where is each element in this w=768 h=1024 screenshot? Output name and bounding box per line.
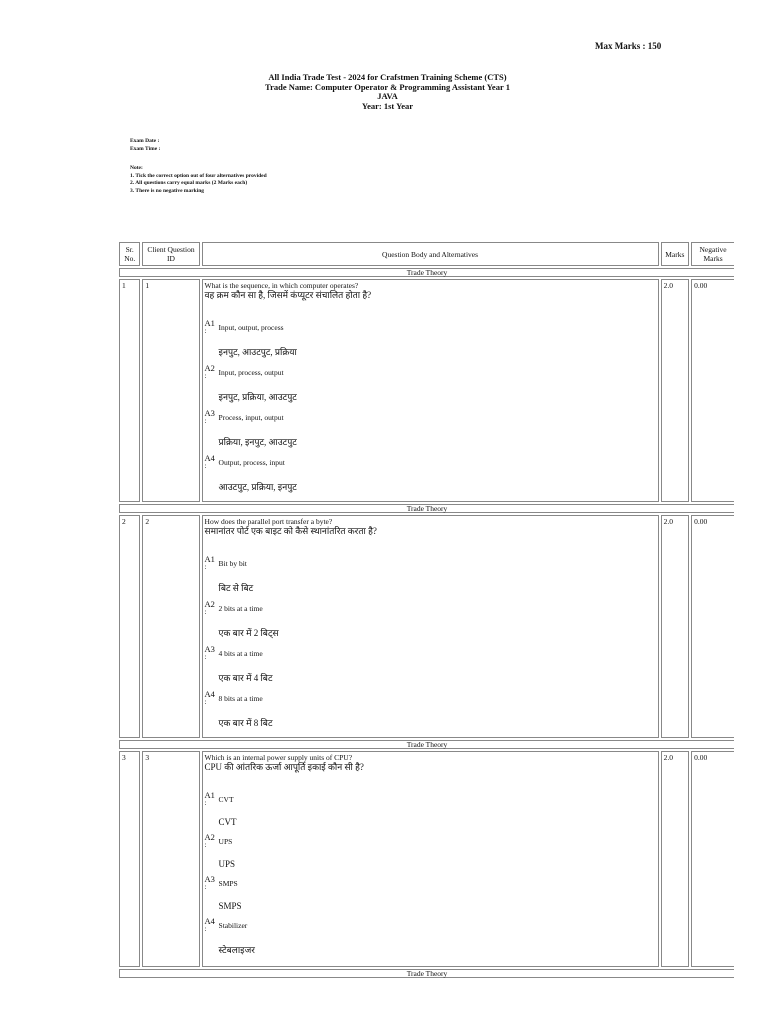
option bbox=[205, 409, 656, 448]
option-label: A3 : bbox=[204, 408, 215, 425]
option-text-hi: बिट से बिट bbox=[218, 583, 254, 593]
question-row bbox=[119, 515, 734, 738]
option-label: A1 : bbox=[204, 554, 215, 571]
col-header-client-qid: Client Question ID bbox=[142, 242, 199, 266]
note-item: 3. There is no negative marking bbox=[130, 187, 205, 194]
option-text-hi: स्टेबलाइजर bbox=[218, 945, 255, 955]
option-text-hi: CVT bbox=[218, 817, 237, 827]
option-text-hi: एक बार में 4 बिट bbox=[218, 673, 273, 683]
question-text-en: Which is an internal power supply units of CPU? bbox=[204, 753, 353, 762]
section-row bbox=[119, 740, 734, 749]
exam-title-block bbox=[0, 73, 768, 111]
option-text-en: 4 bits at a time bbox=[218, 649, 263, 658]
note-title: Note: bbox=[130, 165, 143, 171]
question-row bbox=[119, 751, 734, 967]
question-text-hi: समानांतर पोर्ट एक बाइट को कैसे स्थानांतरित करता है? bbox=[204, 526, 377, 536]
section-label: Trade Theory bbox=[119, 740, 734, 749]
question-negative-marks: 0.00 bbox=[691, 751, 734, 967]
exam-time: Exam Time : bbox=[130, 145, 161, 152]
question-row bbox=[119, 279, 734, 502]
question-marks: 2.0 bbox=[661, 515, 690, 738]
option bbox=[205, 791, 656, 827]
option-label: A2 : bbox=[204, 832, 215, 849]
option-text-hi: आउटपुट, प्रक्रिया, इनपुट bbox=[218, 482, 297, 492]
option-text-en: 8 bits at a time bbox=[218, 694, 263, 703]
section-label: Trade Theory bbox=[119, 969, 734, 978]
question-client-id: 2 bbox=[142, 515, 199, 738]
note-item: 2. All questions carry equal marks (2 Marks each) bbox=[130, 180, 248, 186]
question-sr: 3 bbox=[119, 751, 140, 967]
question-text-hi: CPU की आंतरिक ऊर्जा आपूर्ति इकाई कौन सी है? bbox=[204, 762, 364, 772]
notes-block bbox=[130, 165, 267, 195]
section-row bbox=[119, 969, 734, 978]
option-label: A2 : bbox=[204, 363, 215, 380]
option-label: A1 : bbox=[204, 790, 215, 807]
col-header-sr-no: Sr. No. bbox=[119, 242, 140, 266]
question-negative-marks: 0.00 bbox=[691, 515, 734, 738]
option-text-hi: इनपुट, आउटपुट, प्रक्रिया bbox=[218, 347, 297, 357]
exam-info bbox=[130, 138, 160, 153]
table-header-row bbox=[119, 242, 734, 266]
section-label: Trade Theory bbox=[119, 268, 734, 277]
question-marks: 2.0 bbox=[661, 279, 690, 502]
question-text-hi: वह क्रम कौन सा है, जिसमें कंप्यूटर संचालित होता है? bbox=[204, 290, 372, 300]
question-sr: 2 bbox=[119, 515, 140, 738]
option-text-hi: एक बार में 8 बिट bbox=[218, 718, 273, 728]
option-text-en: UPS bbox=[218, 837, 233, 846]
col-header-negative-marks: Negative Marks bbox=[691, 242, 734, 266]
option-label: A4 : bbox=[204, 453, 215, 470]
option-text-en: Process, input, output bbox=[218, 413, 284, 422]
option-text-hi: UPS bbox=[218, 859, 236, 869]
option bbox=[205, 319, 656, 358]
question-table-container bbox=[117, 240, 734, 990]
option-text-en: CVT bbox=[218, 795, 234, 804]
question-body bbox=[202, 515, 659, 738]
option bbox=[205, 833, 656, 869]
question-text-en: What is the sequence, in which computer operates? bbox=[204, 281, 359, 290]
col-header-question-body: Question Body and Alternatives bbox=[202, 242, 659, 266]
option bbox=[205, 875, 656, 911]
option-text-en: Input, process, output bbox=[218, 368, 284, 377]
option bbox=[205, 690, 656, 729]
question-client-id: 3 bbox=[142, 751, 199, 967]
option-label: A1 : bbox=[204, 318, 215, 335]
option-text-hi: इनपुट, प्रक्रिया, आउटपुट bbox=[218, 392, 297, 402]
option-text-hi: एक बार में 2 बिट्स bbox=[218, 628, 279, 638]
question-text-en: How does the parallel port transfer a byte? bbox=[204, 517, 333, 526]
option bbox=[205, 454, 656, 493]
trade-name: Trade Name: Computer Operator & Programming Assistant Year 1 bbox=[265, 81, 510, 92]
section-label: Trade Theory bbox=[119, 504, 734, 513]
exam-title: All India Trade Test - 2024 for Crafstmen Training Scheme (CTS) bbox=[268, 72, 507, 82]
section-row bbox=[119, 504, 734, 513]
col-header-marks: Marks bbox=[661, 242, 690, 266]
option-text-en: SMPS bbox=[218, 879, 238, 888]
option-text-hi: प्रक्रिया, इनपुट, आउटपुट bbox=[218, 437, 297, 447]
exam-date: Exam Date : bbox=[130, 138, 160, 144]
option-text-en: 2 bits at a time bbox=[218, 604, 263, 613]
question-negative-marks: 0.00 bbox=[691, 279, 734, 502]
option-label: A4 : bbox=[204, 689, 215, 706]
option-text-hi: SMPS bbox=[218, 901, 242, 911]
question-marks: 2.0 bbox=[661, 751, 690, 967]
option-label: A4 : bbox=[204, 916, 215, 933]
option bbox=[205, 645, 656, 684]
question-table bbox=[117, 240, 734, 980]
question-body bbox=[202, 751, 659, 967]
option-label: A3 : bbox=[204, 644, 215, 661]
subject-name: JAVA bbox=[377, 91, 398, 101]
section-row bbox=[119, 268, 734, 277]
option-label: A3 : bbox=[204, 874, 215, 891]
question-client-id: 1 bbox=[142, 279, 199, 502]
question-body bbox=[202, 279, 659, 502]
option-text-en: Stabilizer bbox=[218, 921, 248, 930]
option-text-en: Bit by bit bbox=[218, 559, 247, 568]
question-sr: 1 bbox=[119, 279, 140, 502]
option-text-en: Output, process, input bbox=[218, 458, 285, 467]
option bbox=[205, 917, 656, 956]
max-marks: Max Marks : 150 bbox=[595, 41, 662, 51]
option-text-en: Input, output, process bbox=[218, 323, 284, 332]
option-label: A2 : bbox=[204, 599, 215, 616]
option bbox=[205, 600, 656, 639]
note-item: 1. Tick the correct option out of four alternatives provided bbox=[130, 172, 267, 179]
exam-year: Year: 1st Year bbox=[361, 100, 414, 111]
option bbox=[205, 555, 656, 594]
option bbox=[205, 364, 656, 403]
